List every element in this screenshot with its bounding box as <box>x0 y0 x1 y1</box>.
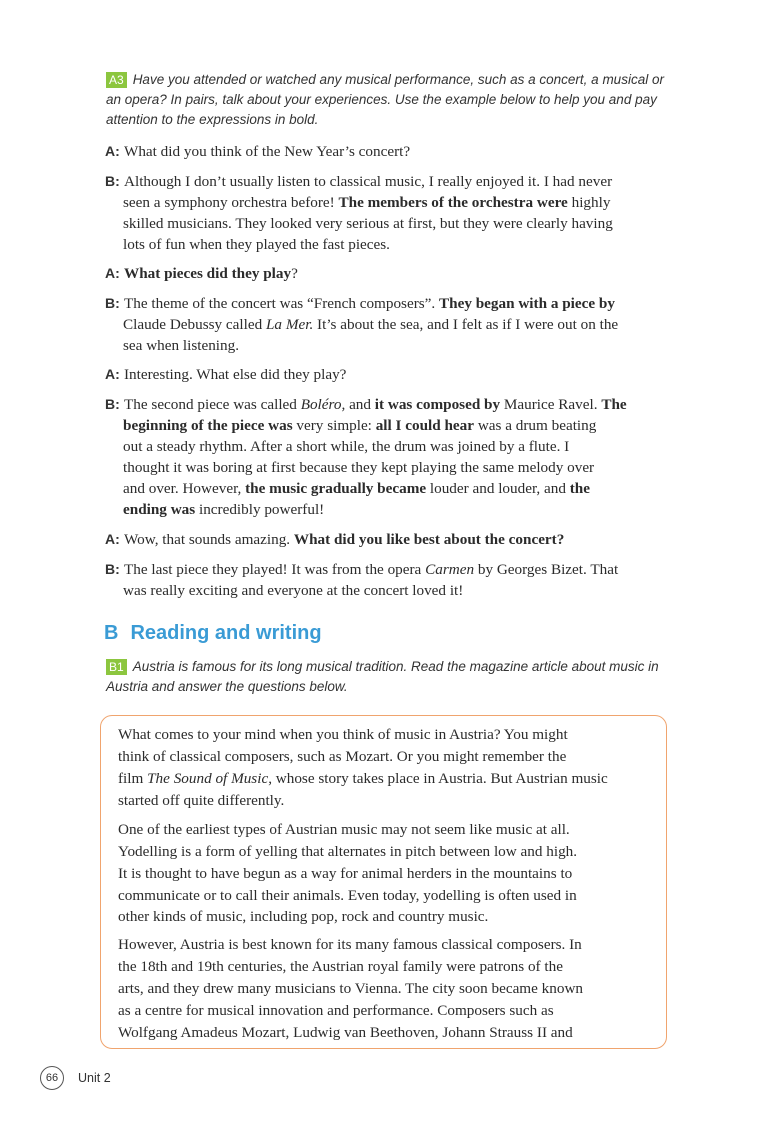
dialogue-line: Claude Debussy called La Mer. It’s about the sea, and I felt as if I were out on the <box>123 316 619 333</box>
article-line: One of the earliest types of Austrian music may not seem like music at all. <box>118 821 570 838</box>
unit-label: Unit 2 <box>78 1071 111 1085</box>
a3-line: Have you attended or watched any musical performance, such as a concert, a musical or <box>132 72 664 87</box>
speaker-a: A: <box>105 265 120 281</box>
dialogue-line: seen a symphony orchestra before! The members of the orchestra were highly <box>123 194 611 211</box>
speaker-b: B: <box>105 295 120 311</box>
dialogue-line: B: The second piece was called Boléro, and it was composed by Maurice Ravel. The <box>105 396 627 413</box>
section-heading <box>104 620 322 646</box>
a3-tag: A3 <box>106 72 127 88</box>
a3-line: an opera? In pairs, talk about your experiences. Use the example below to help you and pay <box>106 92 657 107</box>
article-line: film The Sound of Music, whose story takes place in Austria. But Austrian music <box>118 770 608 787</box>
dialogue-line: and over. However, the music gradually became louder and louder, and the <box>123 480 590 497</box>
dialogue-line: was really exciting and everyone at the concert loved it! <box>123 582 464 599</box>
dialogue-line: B: Although I don’t usually listen to classical music, I really enjoyed it. I had never <box>105 173 613 190</box>
dialogue-line: A: Wow, that sounds amazing. What did you like best about the concert? <box>105 531 565 548</box>
article-line: as a centre for musical innovation and performance. Composers such as <box>118 1002 554 1019</box>
a3-line: attention to the expressions in bold. <box>106 112 319 127</box>
article-line: the 18th and 19th centuries, the Austrian royal family were patrons of the <box>118 958 563 975</box>
article-line: think of classical composers, such as Mozart. Or you might remember the <box>118 748 567 765</box>
article-line: started off quite differently. <box>118 792 285 809</box>
dialogue-line: lots of fun when they played the fast pieces. <box>123 236 390 253</box>
b1-instruction <box>106 657 676 697</box>
speaker-b: B: <box>105 561 120 577</box>
dialogue-line: thought it was boring at first because they kept playing the same melody over <box>123 459 595 476</box>
speaker-a: A: <box>105 366 120 382</box>
section-title: Reading and writing <box>130 622 322 644</box>
dialogue-line: sea when listening. <box>123 337 239 354</box>
b1-line: Austria and answer the questions below. <box>106 679 348 694</box>
article-line: other kinds of music, including pop, rock and country music. <box>118 908 489 925</box>
article-line: arts, and they drew many musicians to Vienna. The city soon became known <box>118 980 584 997</box>
a3-instruction <box>106 70 676 130</box>
speaker-b: B: <box>105 396 120 412</box>
b1-tag: B1 <box>106 659 127 675</box>
dialogue-line: A: What did you think of the New Year’s concert? <box>105 143 411 160</box>
dialogue-line: A: What pieces did they play? <box>105 265 298 282</box>
section-letter: B <box>104 622 119 644</box>
dialogue-line: B: The theme of the concert was “French composers”. They began with a piece by <box>105 295 615 312</box>
dialogue-line: skilled musicians. They looked very serious at first, but they were clearly having <box>123 215 613 232</box>
article-line: It is thought to have begun as a way for animal herders in the mountains to <box>118 865 573 882</box>
speaker-a: A: <box>105 143 120 159</box>
speaker-a: A: <box>105 531 120 547</box>
article-line: Wolfgang Amadeus Mozart, Ludwig van Beethoven, Johann Strauss II and <box>118 1024 573 1041</box>
dialogue-line: ending was incredibly powerful! <box>123 501 325 518</box>
article-line: What comes to your mind when you think of music in Austria? You might <box>118 726 568 743</box>
article-line: communicate or to call their animals. Even today, yodelling is often used in <box>118 887 577 904</box>
b1-line: Austria is famous for its long musical tradition. Read the magazine article about music in <box>132 659 659 674</box>
dialogue-line: beginning of the piece was very simple: all I could hear was a drum beating <box>123 417 597 434</box>
dialogue-line: A: Interesting. What else did they play? <box>105 366 347 383</box>
dialogue-line: out a steady rhythm. After a short while, the drum was joined by a flute. I <box>123 438 570 455</box>
page-number: 66 <box>40 1066 64 1090</box>
dialogue-line: B: The last piece they played! It was from the opera Carmen by Georges Bizet. That <box>105 561 619 578</box>
article-line: Yodelling is a form of yelling that alternates in pitch between low and high. <box>118 843 578 860</box>
speaker-b: B: <box>105 173 120 189</box>
article-line: However, Austria is best known for its many famous classical composers. In <box>118 936 582 953</box>
